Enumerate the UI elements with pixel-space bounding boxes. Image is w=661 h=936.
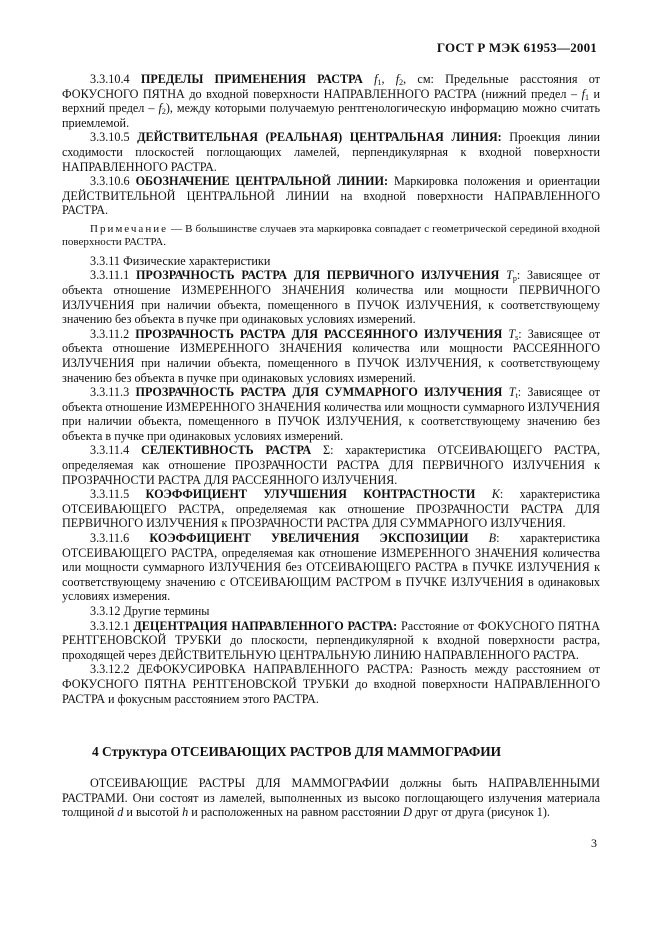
clause-3-3-11-2: 3.3.11.2 ПРОЗРАЧНОСТЬ РАСТРА ДЛЯ РАССЕЯННОГО ИЗЛУЧЕНИЯ $T_s$: Зависящее от объекта отношение ИЗМЕРЕННОГО ЗНАЧЕНИЯ количества или мощности РАССЕЯННОГО ИЗЛУЧЕНИЯ при наличии объекта, помещенного в ПУЧОК ИЗЛУЧЕНИЯ, к соответствующему значению без объекта в пучке при одинаковых условиях измерений. bbox=[62, 326, 601, 385]
clause-3-3-10-4: 3.3.10.4 ПРЕДЕЛЫ ПРИМЕНЕНИЯ РАСТРА $f_1$, $f_2$, см: Предельные расстояния от ФОКУСНОГО ПЯТНА до входной поверхности НАПРАВЛЕННОГО РАСТРА (нижний предел – $f_1$ и верхний предел – $f_2$), между которыми получаемую рентгенологическую информацию можно считать приемлемой. bbox=[62, 72, 601, 130]
clause-3-3-10-6: 3.3.10.6 ОБОЗНАЧЕНИЕ ЦЕНТРАЛЬНОЙ ЛИНИИ: Маркировка положения и ориентации ДЕЙСТВИТЕЛЬНОЙ ЦЕНТРАЛЬНОЙ ЛИНИИ на входной поверхности НАПРАВЛЕННОГО РАСТРА. bbox=[62, 174, 601, 218]
clause-3-3-12-2: 3.3.12.2 ДЕФОКУСИРОВКА НАПРАВЛЕННОГО РАСТРА: Разность между расстоянием от ФОКУСНОГО ПЯТНА РЕНТГЕНОВСКОЙ ТРУБКИ до входной поверхности НАПРАВЛЕННОГО РАСТРА и фокусным расстоянием этого РАСТРА. bbox=[62, 662, 600, 706]
note: Примечание — В большинстве случаев эта маркировка совпадает с геометрической серединой входной поверхности РАСТРА. bbox=[62, 222, 600, 249]
section-heading: 4 Структура ОТСЕИВАЮЩИХ РАСТРОВ ДЛЯ МАММОГРАФИИ bbox=[92, 744, 502, 759]
clause-3-3-11-4: 3.3.11.4 СЕЛЕКТИВНОСТЬ РАСТРА Σ: характеристика ОТСЕИВАЮЩЕГО РАСТРА, определяемая как отношение ПРОЗРАЧНОСТИ РАСТРА ДЛЯ ПЕРВИЧНОГО ИЗЛУЧЕНИЯ к ПРОЗРАЧНОСТИ РАСТРА ДЛЯ РАССЕЯННОГО ИЗЛУЧЕНИЯ. bbox=[62, 443, 601, 487]
section-body bbox=[62, 776, 600, 820]
clause-3-3-11-1: 3.3.11.1 ПРОЗРАЧНОСТЬ РАСТРА ДЛЯ ПЕРВИЧНОГО ИЗЛУЧЕНИЯ $T_p$: Зависящее от объекта отношение ИЗМЕРЕННОГО ЗНАЧЕНИЯ количества или мощности ПЕРВИЧНОГО ИЗЛУЧЕНИЯ при наличии объекта, помещенного в ПУЧОК ИЗЛУЧЕНИЯ, к соответствующему значению без объекта в пучке при одинаковых условиях измерений. bbox=[62, 268, 601, 327]
clause-3-3-12-1: 3.3.12.1 ДЕЦЕНТРАЦИЯ НАПРАВЛЕННОГО РАСТРА: Расстояние от ФОКУСНОГО ПЯТНА РЕНТГЕНОВСКОЙ ТРУБКИ до плоскости, перпендикулярной к входной поверхности растра, проходящей через ДЕЙСТВИТЕЛЬНУЮ ЦЕНТРАЛЬНУЮ ЛИНИЮ НАПРАВЛЕННОГО РАСТРА. bbox=[62, 618, 600, 662]
clause-3-3-11-5: 3.3.11.5 КОЭФФИЦИЕНТ УЛУЧШЕНИЯ КОНТРАСТНОСТИ K: характеристика ОТСЕИВАЮЩЕГО РАСТРА, определяемая как отношение ПРОЗРАЧНОСТИ РАСТРА ДЛЯ ПЕРВИЧНОГО ИЗЛУЧЕНИЯ к ПРОЗРАЧНОСТИ РАСТРА ДЛЯ СУММАРНОГО ИЗЛУЧЕНИЯ. bbox=[62, 487, 601, 531]
section-paragraph: ОТСЕИВАЮЩИЕ РАСТРЫ ДЛЯ МАММОГРАФИИ должны быть НАПРАВЛЕННЫМИ РАСТРАМИ. Они состоят из ламелей, выполненных из высоко поглощающего излучения материала толщиной d и высотой h и расположенных на равном расстоянии D друг от друга (рисунок 1). bbox=[62, 776, 600, 820]
subsection-3-3-12: 3.3.12 Другие термины bbox=[90, 604, 210, 618]
clause-3-3-11-6: 3.3.11.6 КОЭФФИЦИЕНТ УВЕЛИЧЕНИЯ ЭКСПОЗИЦИИ B: характеристика ОТСЕИВАЮЩЕГО РАСТРА, определяемая как отношение ИЗМЕРЕННОГО ЗНАЧЕНИЯ количества или мощности суммарного ИЗЛУЧЕНИЯ без ОТСЕИВАЮЩЕГО РАСТРА в ПУЧКЕ ИЗЛУЧЕНИЯ к соответствующему значению с ОТСЕИВАЮЩИМ РАСТРОМ в ПУЧКЕ ИЗЛУЧЕНИЯ в одинаковых условиях измерения. bbox=[62, 531, 601, 604]
page-number: 3 bbox=[591, 836, 597, 850]
clause-3-3-11-3: 3.3.11.3 ПРОЗРАЧНОСТЬ РАСТРА ДЛЯ СУММАРНОГО ИЗЛУЧЕНИЯ $T_t$: Зависящее от объекта отношение ИЗМЕРЕННОГО ЗНАЧЕНИЯ количества или мощности суммарного ИЗЛУЧЕНИЯ при наличии объекта, помещенного в ПУЧОК ИЗЛУЧЕНИЯ, к соответствующему значению без объекта в пучке при одинаковых условиях измерений. bbox=[62, 385, 601, 443]
clause-3-3-10-5: 3.3.10.5 ДЕЙСТВИТЕЛЬНАЯ (РЕАЛЬНАЯ) ЦЕНТРАЛЬНАЯ ЛИНИЯ: Проекция линии сходимости плоскостей поглощающих ламелей, перпендикулярная к входной поверхности НАПРАВЛЕННОГО РАСТРА. bbox=[62, 130, 600, 174]
subsection-3-3-11: 3.3.11 Физические характеристики bbox=[90, 253, 271, 268]
document-body bbox=[62, 72, 600, 706]
document-header: ГОСТ Р МЭК 61953—2001 bbox=[436, 40, 597, 55]
